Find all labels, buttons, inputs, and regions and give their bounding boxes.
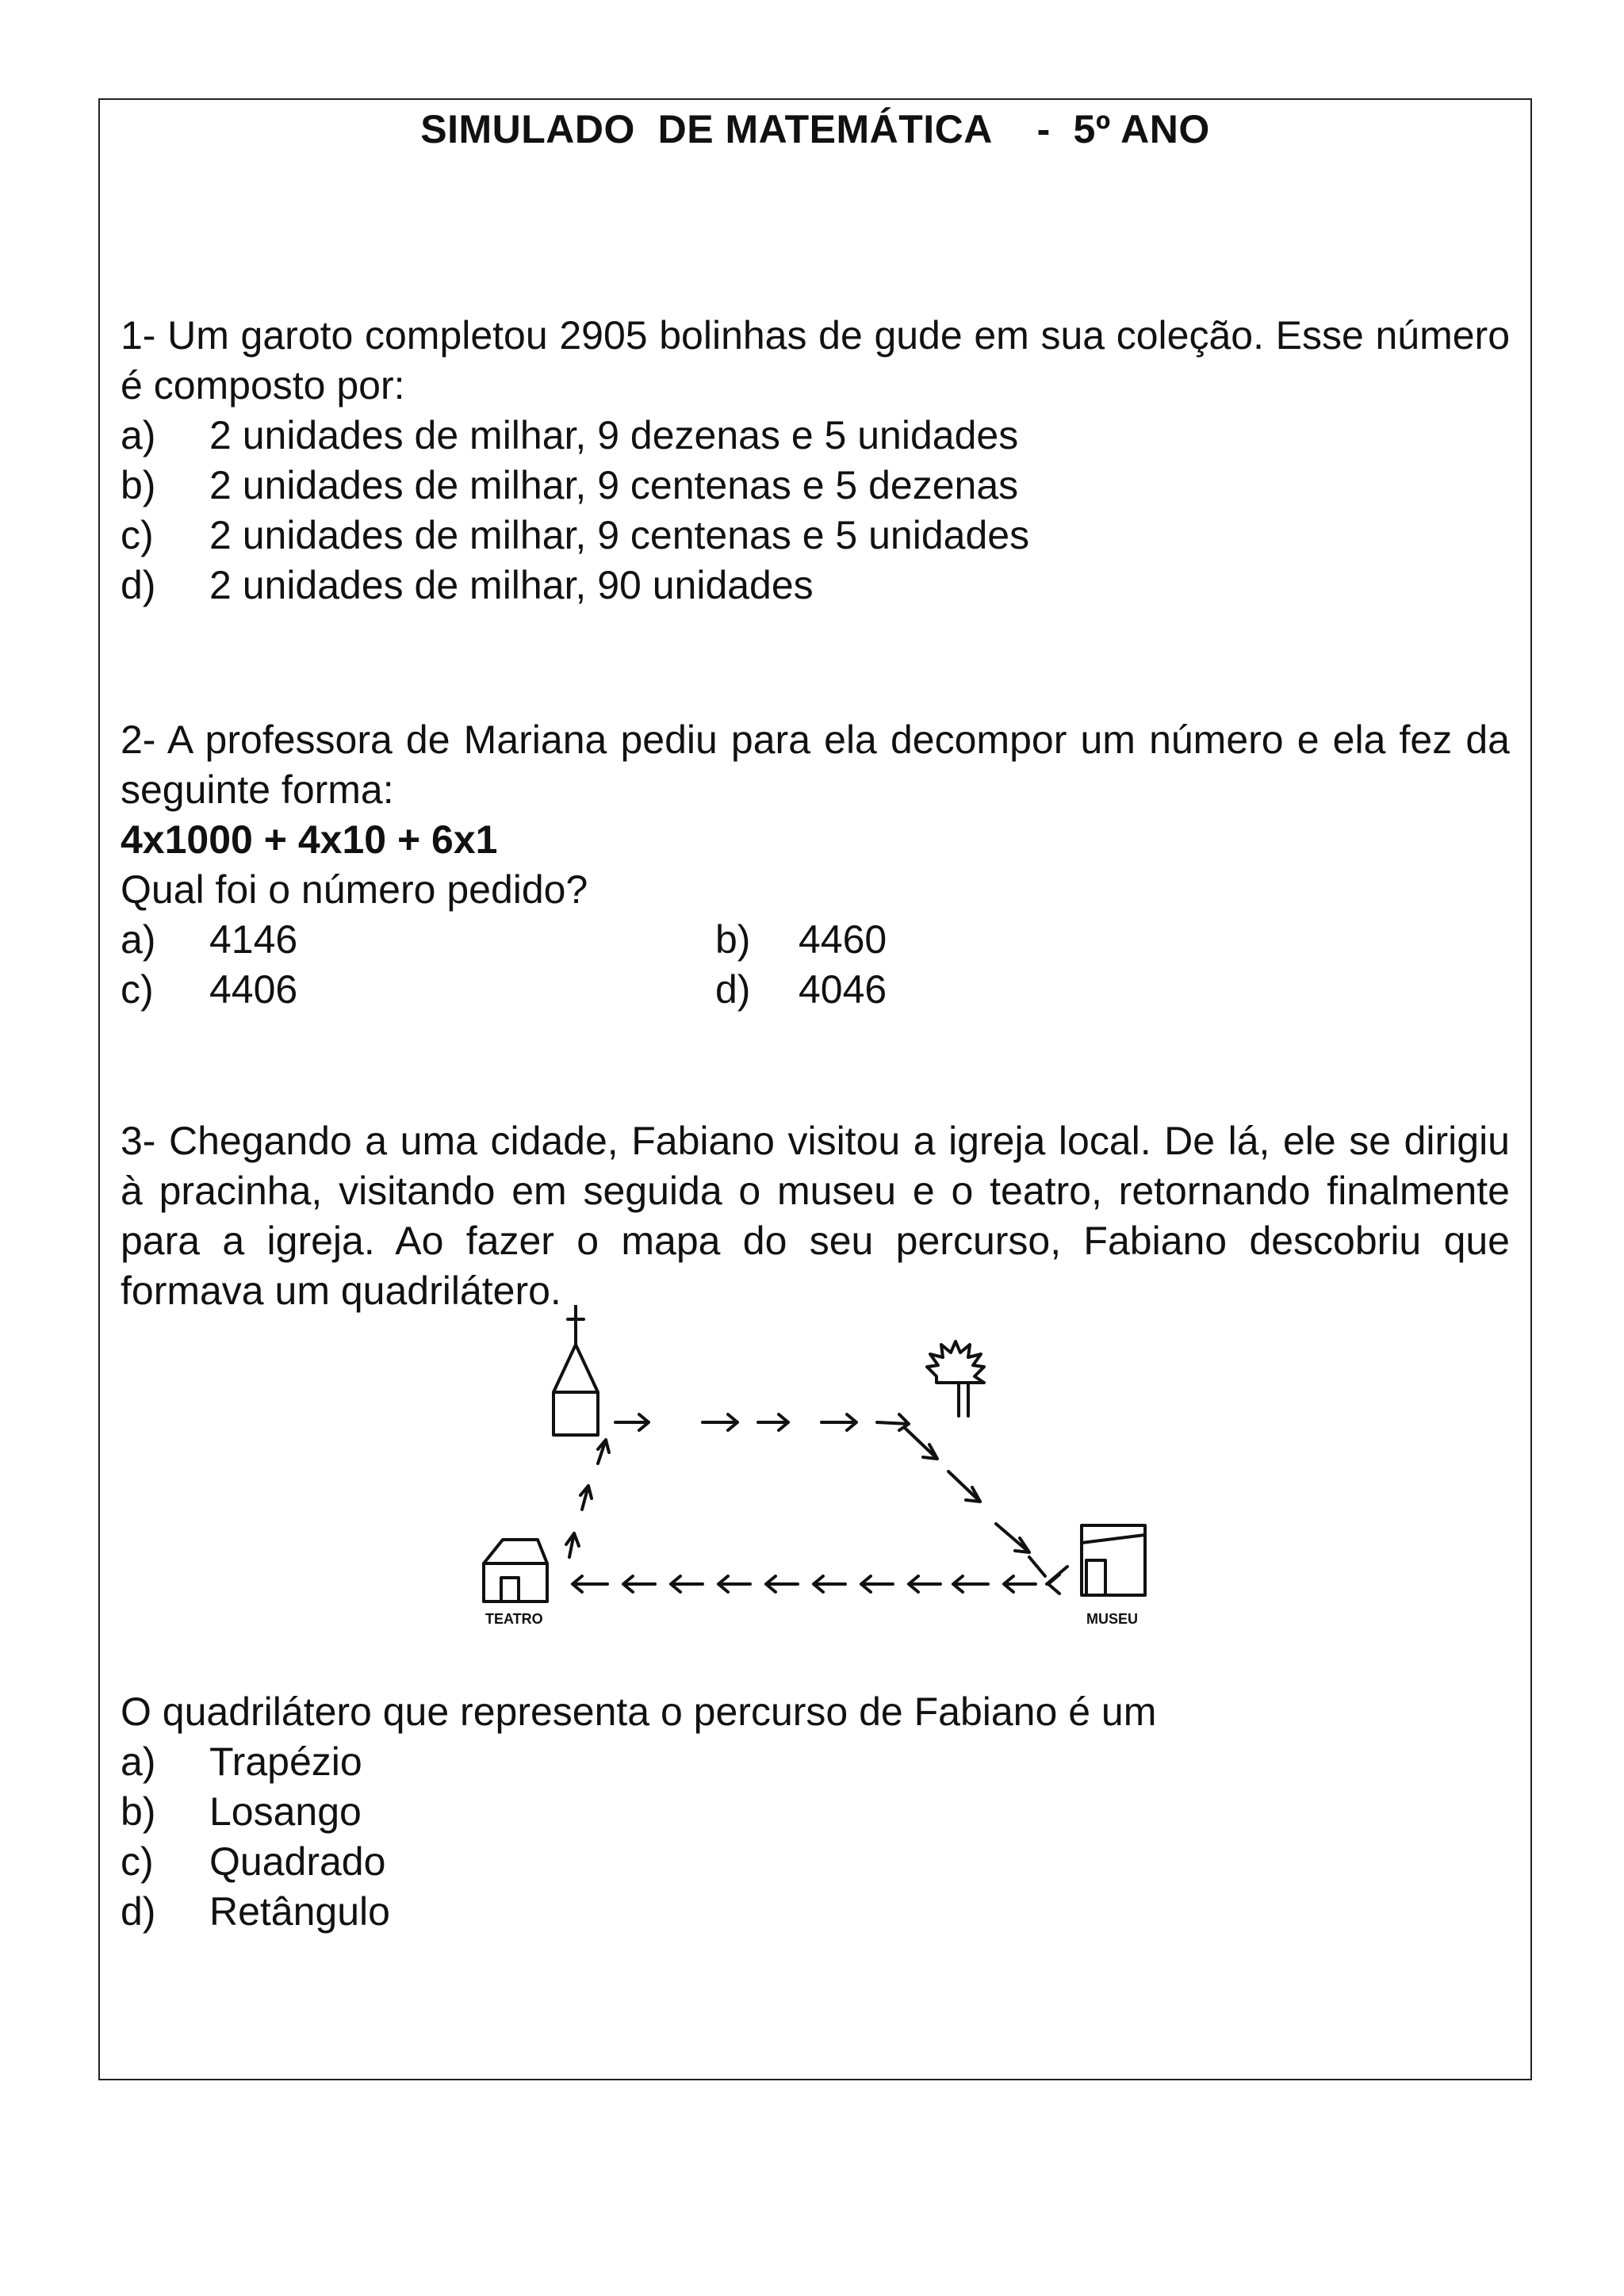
teatro-label: TEATRO: [485, 1611, 543, 1627]
option-text: 2 unidades de milhar, 9 dezenas e 5 unidades: [209, 413, 1019, 457]
option-letter: c): [121, 513, 154, 557]
option-letter: d): [121, 563, 156, 607]
option-letter: b): [715, 917, 751, 962]
option-text: 2 unidades de milhar, 9 centenas e 5 unidades: [209, 513, 1030, 557]
question-1: [121, 311, 1510, 610]
q2-option-c: [121, 965, 715, 1015]
q1-option-d: [121, 561, 1510, 610]
option-letter: a): [121, 413, 156, 457]
q2-option-d: [715, 965, 1310, 1015]
route-arrows: [566, 1414, 1067, 1594]
option-letter: c): [121, 1839, 154, 1884]
page-title: SIMULADO DE MATEMÁTICA - 5º ANO: [420, 107, 1210, 151]
q3-question: O quadrilátero que representa o percurso de Fabiano é um: [121, 1689, 1157, 1734]
tree-icon: [927, 1341, 984, 1416]
option-letter: d): [121, 1889, 156, 1934]
q3-option-d: [121, 1887, 1510, 1937]
route-map-drawing: [481, 1305, 1258, 1670]
option-letter: c): [121, 967, 154, 1012]
museum-icon: [1082, 1525, 1145, 1595]
theatre-icon: [484, 1540, 547, 1601]
q3-option-a: [121, 1737, 1510, 1787]
option-text: 2 unidades de milhar, 9 centenas e 5 dezenas: [209, 463, 1019, 507]
option-text: 4460: [799, 917, 887, 962]
question-3-text: 3- Chegando a uma cidade, Fabiano visitou a igreja local. De lá, ele se dirigiu à pracinha, visitando em seguida o museu e o teatro, retornando finalmente para a igreja. Ao fazer o mapa do seu percurso, Fabiano descobriu que formava um quadrilátero.: [121, 1119, 1510, 1313]
q2-option-b: [715, 915, 1310, 965]
museu-label: MUSEU: [1086, 1611, 1139, 1627]
question-1-text: 1- Um garoto completou 2905 bolinhas de gude em sua coleção. Esse número é composto por:: [121, 313, 1510, 408]
q1-option-b: [121, 461, 1510, 511]
exam-frame: [98, 98, 1532, 2080]
option-text: Losango: [209, 1789, 362, 1834]
q1-option-c: [121, 511, 1510, 561]
question-3: [121, 1116, 1510, 1316]
option-letter: b): [121, 1789, 156, 1834]
q2-expression: 4x1000 + 4x10 + 6x1: [121, 817, 498, 862]
option-letter: d): [715, 967, 751, 1012]
option-text: Retângulo: [209, 1889, 390, 1934]
q1-option-a: [121, 411, 1510, 461]
q3-option-b: [121, 1787, 1510, 1837]
q2-options-row-1: [121, 915, 1510, 965]
route-map-figure: [481, 1305, 1258, 1670]
option-text: 2 unidades de milhar, 90 unidades: [209, 563, 814, 607]
option-text: 4146: [209, 917, 298, 962]
option-letter: a): [121, 1739, 156, 1784]
q2-options-row-2: [121, 965, 1510, 1015]
question-2-text: 2- A professora de Mariana pediu para ela decompor um número e ela fez da seguinte forma:: [121, 718, 1510, 812]
question-2: [121, 715, 1510, 1015]
option-text: 4406: [209, 967, 298, 1012]
option-text: 4046: [799, 967, 887, 1012]
church-icon: [553, 1305, 598, 1435]
q2-question: Qual foi o número pedido?: [121, 867, 588, 912]
option-letter: a): [121, 917, 156, 962]
question-3-answers: [121, 1687, 1510, 1937]
option-letter: b): [121, 463, 156, 507]
q3-option-c: [121, 1837, 1510, 1887]
option-text: Trapézio: [209, 1739, 362, 1784]
option-text: Quadrado: [209, 1839, 386, 1884]
q2-option-a: [121, 915, 715, 965]
